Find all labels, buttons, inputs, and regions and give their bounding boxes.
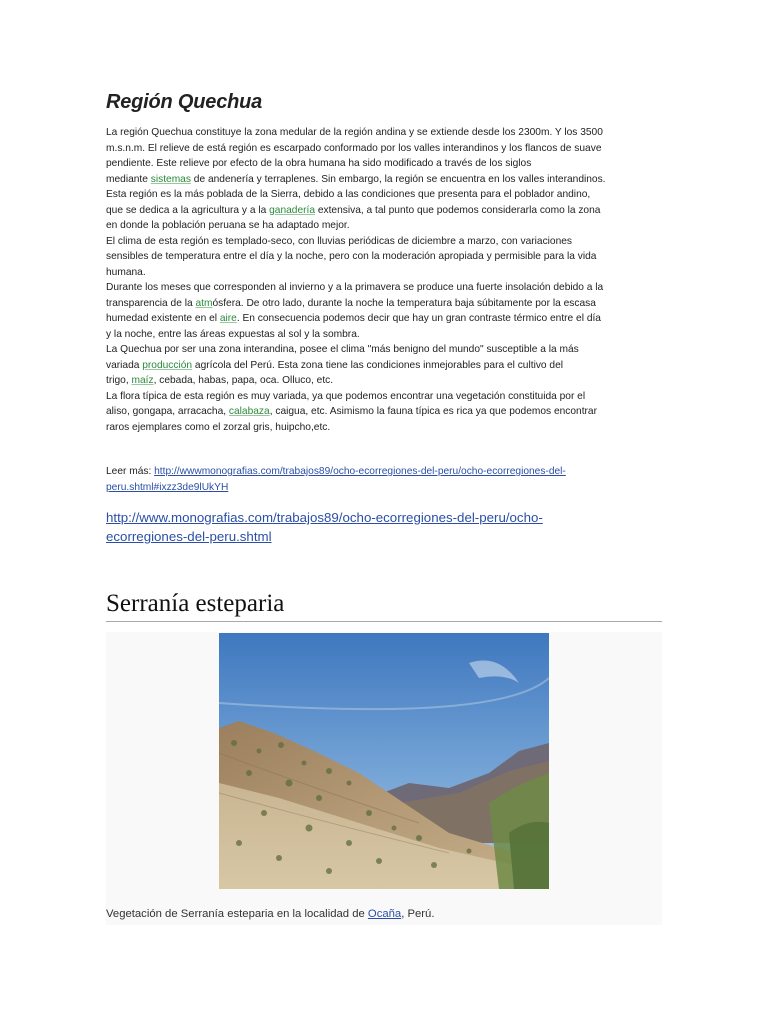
- paragraph-line: [106, 420, 662, 436]
- paragraph-text: La flora típica de esta región es muy variada, ya que podemos encontrar una vegetación constituida por el: [106, 390, 586, 402]
- figure-caption: Vegetación de Serranía esteparia en la localidad de Ocaña, Perú.: [106, 908, 435, 920]
- paragraph-text: La Quechua por ser una zona interandina, posee el clima "más benigno del mundo" susceptible a la más: [106, 344, 579, 355]
- keyword-link[interactable]: sistemas: [150, 173, 191, 185]
- source-link[interactable]: http://www.monografias.com/trabajos89/ocho-ecorregiones-del-peru/ocho- ecorregiones-del-peru.shtml: [106, 510, 543, 544]
- keyword-link[interactable]: atm: [195, 297, 213, 309]
- paragraph-line: [106, 296, 662, 312]
- paragraph-line: [106, 234, 662, 250]
- paragraph-text: extensiva, a tal punto que podemos considerarla como la zona: [315, 204, 601, 216]
- paragraph-text: mediante: [106, 173, 151, 185]
- paragraph-text: y la noche, entre las áreas expuestas al sol y la sombra.: [106, 328, 360, 340]
- paragraph-text: trigo,: [106, 375, 132, 386]
- read-more-link[interactable]: http://wwwmonografias.com/trabajos89/ocho-ecorregiones-del-peru/ocho-ecorregiones-del- peru.shtml#ixzz3de9lUkYH: [106, 466, 566, 493]
- paragraph-line: [106, 172, 662, 188]
- paragraph-text: aliso, gongapa, arracacha,: [106, 406, 229, 417]
- body-paragraph: [106, 125, 662, 435]
- paragraph-text: raros ejemplares como el zorzal gris, huipcho,etc.: [106, 421, 331, 433]
- paragraph-line: [106, 358, 662, 374]
- paragraph-line: [106, 280, 662, 296]
- caption-link-ocana[interactable]: Ocaña: [367, 908, 402, 920]
- paragraph-text: agrícola del Perú. Esta zona tiene las condiciones inmejorables para el cultivo del: [192, 359, 564, 371]
- paragraph-line: [106, 218, 662, 234]
- paragraph-text: , caigua, etc. Asimismo la fauna típica es rica ya que podemos encontrar: [269, 406, 597, 417]
- figure: [106, 632, 662, 925]
- section-title: Serranía esteparia: [106, 590, 662, 622]
- keyword-link[interactable]: producción: [142, 359, 193, 371]
- paragraph-line: [106, 265, 662, 281]
- paragraph-text: de andenería y terraplenes. Sin embargo, la región se encuentra en los valles interandinos.: [190, 173, 606, 185]
- keyword-link[interactable]: maíz: [131, 375, 154, 386]
- paragraph-line: [106, 141, 662, 157]
- landscape-photo: [219, 633, 549, 889]
- paragraph-text: en donde la población peruana se ha adaptado mejor.: [106, 220, 350, 231]
- keyword-link[interactable]: aire: [219, 313, 237, 324]
- paragraph-text: . En consecuencia podemos decir que hay un gran contraste térmico entre el día: [236, 313, 601, 324]
- read-more-label: Leer más:: [106, 466, 152, 477]
- paragraph-text: Esta región es la más poblada de la Sierra, debido a las condiciones que presenta para el poblador andino,: [106, 189, 591, 200]
- paragraph-line: [106, 156, 662, 172]
- paragraph-text: , cebada, habas, papa, oca. Olluco, etc.: [153, 375, 334, 386]
- paragraph-text: m.s.n.m. El relieve de está región es escarpado conformado por los valles interandinos y los flancos de suave: [106, 142, 602, 154]
- paragraph-line: [106, 327, 662, 343]
- paragraph-text: transparencia de la: [106, 297, 196, 309]
- paragraph-line: [106, 249, 662, 265]
- paragraph-text: variada: [106, 359, 143, 371]
- keyword-link[interactable]: ganadería: [269, 204, 315, 216]
- paragraph-line: [106, 342, 662, 358]
- paragraph-text: que se dedica a la agricultura y a la: [106, 204, 270, 216]
- paragraph-line: [106, 187, 662, 203]
- paragraph-line: [106, 373, 662, 389]
- source-link-block: [106, 508, 662, 546]
- read-more-block: [106, 464, 662, 496]
- paragraph-line: [106, 125, 662, 141]
- paragraph-text: pendiente. Este relieve por efecto de la obra humana ha sido modificado a través de los siglos: [106, 158, 532, 169]
- paragraph-text: ósfera. De otro lado, durante la noche la temperatura baja súbitamente por la escasa: [212, 297, 596, 309]
- paragraph-text: humana.: [106, 266, 146, 278]
- paragraph-text: El clima de esta región es templado-seco, con lluvias periódicas de diciembre a marzo, con variaciones: [106, 235, 573, 247]
- paragraph-line: [106, 203, 662, 219]
- paragraph-text: humedad existente en el: [106, 313, 220, 324]
- keyword-link[interactable]: calabaza: [228, 406, 270, 417]
- paragraph-text: sensibles de temperatura entre el día y la noche, pero con la moderación apropiada y permisible para la vida: [106, 251, 597, 262]
- page-title: Región Quechua: [106, 91, 263, 113]
- paragraph-line: [106, 311, 662, 327]
- paragraph-line: [106, 389, 662, 405]
- paragraph-text: La región Quechua constituye la zona medular de la región andina y se extiende desde los 2300m. Y los 3500: [106, 127, 603, 138]
- paragraph-text: Durante los meses que corresponden al invierno y a la primavera se produce una fuerte insolación debido a la: [106, 282, 604, 293]
- paragraph-line: [106, 404, 662, 420]
